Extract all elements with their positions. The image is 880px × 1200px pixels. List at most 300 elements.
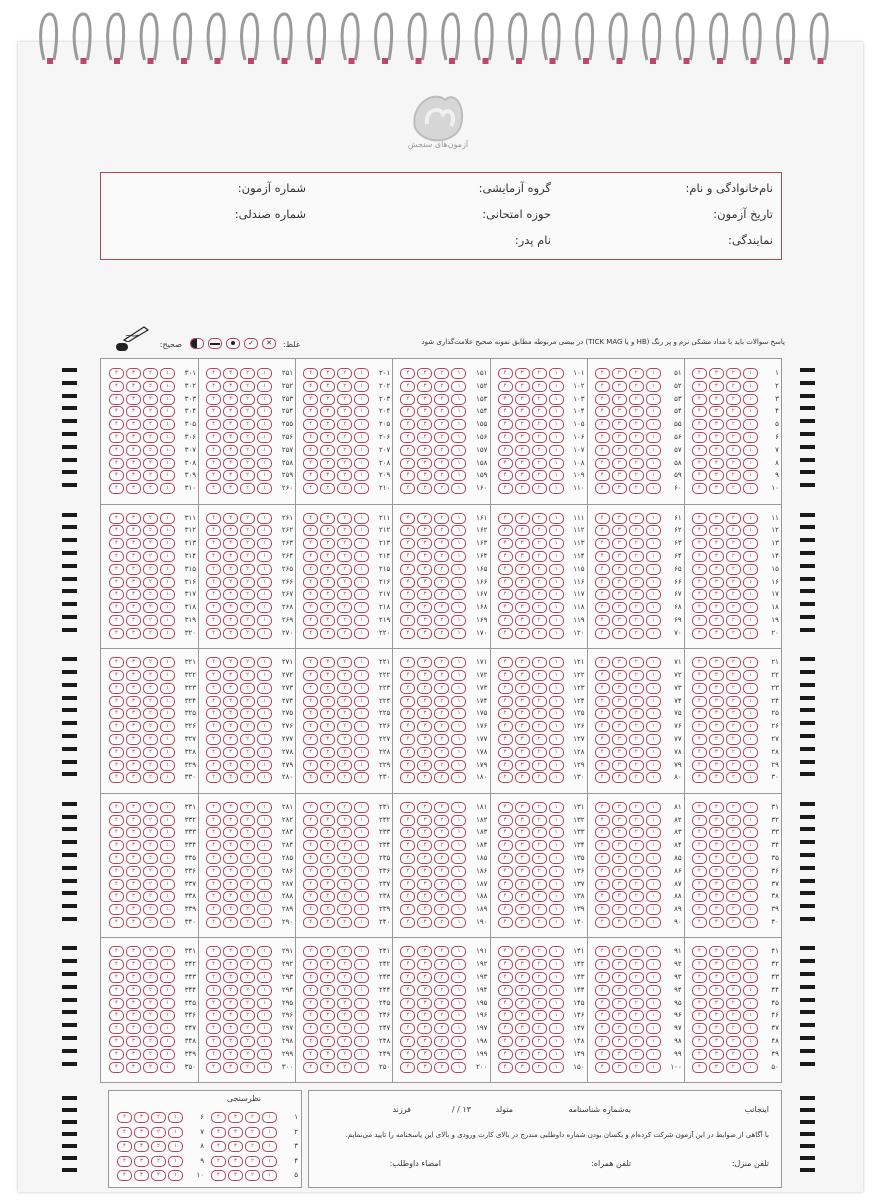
- answer-bubble[interactable]: ۱: [354, 1010, 369, 1021]
- answer-bubble[interactable]: ۲: [434, 419, 449, 430]
- answer-bubble[interactable]: ۲: [726, 917, 741, 928]
- answer-bubble[interactable]: ۳: [709, 802, 724, 813]
- answer-bubble[interactable]: ۴: [595, 904, 610, 915]
- answer-bubble[interactable]: ۲: [143, 840, 158, 851]
- answer-bubble[interactable]: ۱: [257, 696, 272, 707]
- answer-bubble[interactable]: ۲: [240, 419, 255, 430]
- answer-bubble[interactable]: ۲: [726, 760, 741, 771]
- answer-bubble[interactable]: ۱: [646, 445, 661, 456]
- answer-bubble[interactable]: ۳: [126, 564, 141, 575]
- answer-bubble[interactable]: ۴: [206, 628, 221, 639]
- answer-bubble[interactable]: ۱: [743, 394, 758, 405]
- answer-bubble[interactable]: ۲: [240, 483, 255, 494]
- answer-bubble[interactable]: ۲: [434, 394, 449, 405]
- answer-bubble[interactable]: ۳: [126, 1049, 141, 1060]
- answer-bubble[interactable]: ۳: [612, 998, 627, 1009]
- answer-bubble[interactable]: ۱: [451, 696, 466, 707]
- answer-bubble[interactable]: ۲: [143, 853, 158, 864]
- answer-bubble[interactable]: ۱: [160, 394, 175, 405]
- answer-bubble[interactable]: ۲: [337, 1023, 352, 1034]
- answer-bubble[interactable]: ۳: [223, 564, 238, 575]
- answer-bubble[interactable]: ۴: [498, 1010, 513, 1021]
- answer-bubble[interactable]: ۳: [417, 483, 432, 494]
- answer-bubble[interactable]: ۲: [726, 1049, 741, 1060]
- answer-bubble[interactable]: ۲: [629, 1036, 644, 1047]
- answer-bubble[interactable]: ۴: [400, 1049, 415, 1060]
- answer-bubble[interactable]: ۲: [434, 721, 449, 732]
- answer-bubble[interactable]: ۴: [498, 564, 513, 575]
- answer-bubble[interactable]: ۲: [726, 628, 741, 639]
- answer-bubble[interactable]: ۱: [646, 525, 661, 536]
- answer-bubble[interactable]: ۴: [692, 917, 707, 928]
- answer-bubble[interactable]: ۲: [629, 683, 644, 694]
- answer-bubble[interactable]: ۳: [126, 1036, 141, 1047]
- answer-bubble[interactable]: ۳: [223, 1062, 238, 1073]
- exam-number-field[interactable]: شماره آزمون:: [237, 181, 306, 195]
- answer-bubble[interactable]: ۴: [595, 747, 610, 758]
- answer-bubble[interactable]: ۲: [143, 747, 158, 758]
- answer-bubble[interactable]: ۲: [629, 998, 644, 1009]
- answer-bubble[interactable]: ۳: [709, 840, 724, 851]
- answer-bubble[interactable]: ۱: [646, 1023, 661, 1034]
- answer-bubble[interactable]: ۱: [646, 946, 661, 957]
- answer-bubble[interactable]: ۱: [160, 708, 175, 719]
- survey-bubble[interactable]: ۲: [151, 1112, 166, 1123]
- answer-bubble[interactable]: ۲: [337, 615, 352, 626]
- answer-bubble[interactable]: ۱: [549, 959, 564, 970]
- answer-bubble[interactable]: ۱: [257, 959, 272, 970]
- answer-bubble[interactable]: ۴: [595, 406, 610, 417]
- answer-bubble[interactable]: ۳: [320, 840, 335, 851]
- answer-bubble[interactable]: ۱: [743, 683, 758, 694]
- answer-bubble[interactable]: ۲: [629, 458, 644, 469]
- answer-bubble[interactable]: ۱: [646, 840, 661, 851]
- answer-bubble[interactable]: ۴: [595, 657, 610, 668]
- answer-bubble[interactable]: ۴: [692, 815, 707, 826]
- answer-bubble[interactable]: ۴: [109, 483, 124, 494]
- answer-bubble[interactable]: ۳: [417, 577, 432, 588]
- answer-bubble[interactable]: ۴: [595, 1062, 610, 1073]
- answer-bubble[interactable]: ۴: [692, 866, 707, 877]
- answer-bubble[interactable]: ۴: [206, 802, 221, 813]
- answer-bubble[interactable]: ۳: [515, 628, 530, 639]
- answer-bubble[interactable]: ۲: [337, 1036, 352, 1047]
- answer-bubble[interactable]: ۴: [595, 432, 610, 443]
- answer-bubble[interactable]: ۲: [532, 551, 547, 562]
- answer-bubble[interactable]: ۲: [434, 577, 449, 588]
- answer-bubble[interactable]: ۳: [709, 368, 724, 379]
- answer-bubble[interactable]: ۴: [400, 628, 415, 639]
- answer-bubble[interactable]: ۴: [498, 538, 513, 549]
- answer-bubble[interactable]: ۴: [206, 551, 221, 562]
- answer-bubble[interactable]: ۳: [126, 904, 141, 915]
- answer-bubble[interactable]: ۱: [160, 381, 175, 392]
- answer-bubble[interactable]: ۴: [206, 1062, 221, 1073]
- answer-bubble[interactable]: ۲: [629, 815, 644, 826]
- answer-bubble[interactable]: ۱: [451, 760, 466, 771]
- answer-bubble[interactable]: ۴: [692, 1049, 707, 1060]
- answer-bubble[interactable]: ۳: [126, 946, 141, 957]
- answer-bubble[interactable]: ۲: [629, 602, 644, 613]
- answer-bubble[interactable]: ۳: [223, 445, 238, 456]
- answer-bubble[interactable]: ۳: [223, 670, 238, 681]
- answer-bubble[interactable]: ۳: [612, 972, 627, 983]
- answer-bubble[interactable]: ۴: [498, 513, 513, 524]
- answer-bubble[interactable]: ۱: [451, 891, 466, 902]
- answer-bubble[interactable]: ۴: [303, 853, 318, 864]
- answer-bubble[interactable]: ۳: [320, 879, 335, 890]
- answer-bubble[interactable]: ۳: [320, 972, 335, 983]
- answer-bubble[interactable]: ۲: [434, 670, 449, 681]
- answer-bubble[interactable]: ۴: [498, 946, 513, 957]
- answer-bubble[interactable]: ۳: [515, 708, 530, 719]
- answer-bubble[interactable]: ۲: [337, 406, 352, 417]
- answer-bubble[interactable]: ۴: [303, 998, 318, 1009]
- answer-bubble[interactable]: ۲: [240, 853, 255, 864]
- answer-bubble[interactable]: ۴: [595, 840, 610, 851]
- answer-bubble[interactable]: ۴: [595, 551, 610, 562]
- answer-bubble[interactable]: ۳: [709, 1036, 724, 1047]
- answer-bubble[interactable]: ۲: [434, 368, 449, 379]
- answer-bubble[interactable]: ۱: [354, 917, 369, 928]
- answer-bubble[interactable]: ۲: [143, 879, 158, 890]
- answer-bubble[interactable]: ۲: [629, 470, 644, 481]
- answer-bubble[interactable]: ۳: [612, 904, 627, 915]
- answer-bubble[interactable]: ۳: [417, 972, 432, 983]
- answer-bubble[interactable]: ۱: [160, 670, 175, 681]
- answer-bubble[interactable]: ۳: [320, 368, 335, 379]
- answer-bubble[interactable]: ۲: [532, 1049, 547, 1060]
- answer-bubble[interactable]: ۲: [532, 866, 547, 877]
- answer-bubble[interactable]: ۴: [400, 551, 415, 562]
- answer-bubble[interactable]: ۳: [320, 904, 335, 915]
- answer-bubble[interactable]: ۴: [109, 734, 124, 745]
- answer-bubble[interactable]: ۳: [320, 381, 335, 392]
- exam-date-field[interactable]: تاریخ آزمون:: [713, 207, 773, 221]
- answer-bubble[interactable]: ۳: [417, 696, 432, 707]
- answer-bubble[interactable]: ۱: [549, 734, 564, 745]
- answer-bubble[interactable]: ۲: [629, 879, 644, 890]
- answer-bubble[interactable]: ۴: [400, 483, 415, 494]
- answer-bubble[interactable]: ۳: [223, 853, 238, 864]
- survey-bubble[interactable]: ۳: [228, 1141, 243, 1152]
- answer-bubble[interactable]: ۲: [337, 840, 352, 851]
- answer-bubble[interactable]: ۱: [646, 432, 661, 443]
- answer-bubble[interactable]: ۴: [109, 628, 124, 639]
- answer-bubble[interactable]: ۳: [320, 853, 335, 864]
- answer-bubble[interactable]: ۱: [160, 827, 175, 838]
- answer-bubble[interactable]: ۳: [612, 525, 627, 536]
- answer-bubble[interactable]: ۴: [400, 998, 415, 1009]
- answer-bubble[interactable]: ۳: [515, 827, 530, 838]
- answer-bubble[interactable]: ۲: [143, 406, 158, 417]
- answer-bubble[interactable]: ۲: [629, 959, 644, 970]
- answer-bubble[interactable]: ۴: [498, 1062, 513, 1073]
- answer-bubble[interactable]: ۲: [337, 670, 352, 681]
- answer-bubble[interactable]: ۳: [417, 445, 432, 456]
- answer-bubble[interactable]: ۴: [109, 470, 124, 481]
- answer-bubble[interactable]: ۲: [629, 917, 644, 928]
- answer-bubble[interactable]: ۴: [692, 381, 707, 392]
- answer-bubble[interactable]: ۳: [126, 998, 141, 1009]
- answer-bubble[interactable]: ۴: [206, 483, 221, 494]
- answer-bubble[interactable]: ۱: [257, 602, 272, 613]
- answer-bubble[interactable]: ۴: [400, 708, 415, 719]
- answer-bubble[interactable]: ۳: [320, 1049, 335, 1060]
- answer-bubble[interactable]: ۱: [646, 972, 661, 983]
- answer-bubble[interactable]: ۲: [726, 602, 741, 613]
- answer-bubble[interactable]: ۴: [595, 959, 610, 970]
- answer-bubble[interactable]: ۴: [692, 802, 707, 813]
- answer-bubble[interactable]: ۳: [612, 432, 627, 443]
- answer-bubble[interactable]: ۴: [109, 513, 124, 524]
- answer-bubble[interactable]: ۳: [709, 998, 724, 1009]
- answer-bubble[interactable]: ۱: [354, 815, 369, 826]
- answer-bubble[interactable]: ۱: [743, 589, 758, 600]
- answer-bubble[interactable]: ۳: [612, 853, 627, 864]
- answer-bubble[interactable]: ۳: [126, 419, 141, 430]
- answer-bubble[interactable]: ۱: [646, 602, 661, 613]
- answer-bubble[interactable]: ۱: [451, 670, 466, 681]
- answer-bubble[interactable]: ۳: [417, 381, 432, 392]
- answer-bubble[interactable]: ۲: [726, 1036, 741, 1047]
- answer-bubble[interactable]: ۱: [549, 815, 564, 826]
- answer-bubble[interactable]: ۱: [549, 696, 564, 707]
- answer-bubble[interactable]: ۴: [400, 602, 415, 613]
- answer-bubble[interactable]: ۲: [143, 772, 158, 783]
- answer-bubble[interactable]: ۳: [126, 445, 141, 456]
- answer-bubble[interactable]: ۱: [257, 760, 272, 771]
- answer-bubble[interactable]: ۳: [417, 432, 432, 443]
- answer-bubble[interactable]: ۳: [515, 972, 530, 983]
- survey-bubble[interactable]: ۴: [117, 1112, 132, 1123]
- answer-bubble[interactable]: ۱: [257, 513, 272, 524]
- answer-bubble[interactable]: ۱: [743, 538, 758, 549]
- answer-bubble[interactable]: ۲: [143, 589, 158, 600]
- answer-bubble[interactable]: ۳: [126, 708, 141, 719]
- answer-bubble[interactable]: ۳: [223, 959, 238, 970]
- answer-bubble[interactable]: ۱: [451, 381, 466, 392]
- answer-bubble[interactable]: ۴: [400, 1023, 415, 1034]
- answer-bubble[interactable]: ۱: [743, 577, 758, 588]
- answer-bubble[interactable]: ۴: [595, 891, 610, 902]
- answer-bubble[interactable]: ۳: [515, 419, 530, 430]
- answer-bubble[interactable]: ۱: [160, 513, 175, 524]
- answer-bubble[interactable]: ۳: [126, 815, 141, 826]
- answer-bubble[interactable]: ۲: [337, 815, 352, 826]
- answer-bubble[interactable]: ۴: [692, 721, 707, 732]
- answer-bubble[interactable]: ۴: [498, 827, 513, 838]
- answer-bubble[interactable]: ۴: [303, 1049, 318, 1060]
- answer-bubble[interactable]: ۳: [417, 525, 432, 536]
- answer-bubble[interactable]: ۴: [206, 879, 221, 890]
- answer-bubble[interactable]: ۳: [709, 917, 724, 928]
- answer-bubble[interactable]: ۲: [240, 551, 255, 562]
- answer-bubble[interactable]: ۱: [549, 972, 564, 983]
- answer-bubble[interactable]: ۳: [709, 985, 724, 996]
- answer-bubble[interactable]: ۳: [223, 615, 238, 626]
- answer-bubble[interactable]: ۴: [109, 538, 124, 549]
- answer-bubble[interactable]: ۲: [240, 1062, 255, 1073]
- answer-bubble[interactable]: ۴: [595, 525, 610, 536]
- answer-bubble[interactable]: ۱: [451, 657, 466, 668]
- answer-bubble[interactable]: ۴: [692, 368, 707, 379]
- answer-bubble[interactable]: ۳: [417, 815, 432, 826]
- answer-bubble[interactable]: ۲: [434, 628, 449, 639]
- answer-bubble[interactable]: ۲: [337, 879, 352, 890]
- answer-bubble[interactable]: ۴: [498, 985, 513, 996]
- answer-bubble[interactable]: ۱: [354, 696, 369, 707]
- answer-bubble[interactable]: ۱: [549, 657, 564, 668]
- answer-bubble[interactable]: ۱: [451, 866, 466, 877]
- answer-bubble[interactable]: ۴: [595, 368, 610, 379]
- answer-bubble[interactable]: ۲: [532, 458, 547, 469]
- answer-bubble[interactable]: ۳: [223, 721, 238, 732]
- answer-bubble[interactable]: ۴: [400, 815, 415, 826]
- answer-bubble[interactable]: ۲: [434, 470, 449, 481]
- answer-bubble[interactable]: ۴: [206, 985, 221, 996]
- answer-bubble[interactable]: ۳: [612, 1036, 627, 1047]
- answer-bubble[interactable]: ۴: [206, 840, 221, 851]
- answer-bubble[interactable]: ۳: [417, 602, 432, 613]
- answer-bubble[interactable]: ۴: [595, 696, 610, 707]
- answer-bubble[interactable]: ۳: [515, 747, 530, 758]
- answer-bubble[interactable]: ۳: [223, 602, 238, 613]
- answer-bubble[interactable]: ۳: [709, 972, 724, 983]
- answer-bubble[interactable]: ۳: [417, 513, 432, 524]
- answer-bubble[interactable]: ۲: [532, 432, 547, 443]
- answer-bubble[interactable]: ۱: [257, 998, 272, 1009]
- answer-bubble[interactable]: ۱: [549, 1023, 564, 1034]
- answer-bubble[interactable]: ۳: [612, 802, 627, 813]
- answer-bubble[interactable]: ۱: [257, 866, 272, 877]
- answer-bubble[interactable]: ۳: [320, 445, 335, 456]
- answer-bubble[interactable]: ۳: [320, 985, 335, 996]
- answer-bubble[interactable]: ۴: [109, 419, 124, 430]
- answer-bubble[interactable]: ۱: [257, 721, 272, 732]
- answer-bubble[interactable]: ۳: [320, 772, 335, 783]
- answer-bubble[interactable]: ۳: [320, 815, 335, 826]
- answer-bubble[interactable]: ۱: [160, 538, 175, 549]
- answer-bubble[interactable]: ۳: [223, 577, 238, 588]
- answer-bubble[interactable]: ۱: [743, 1023, 758, 1034]
- answer-bubble[interactable]: ۳: [126, 772, 141, 783]
- answer-bubble[interactable]: ۱: [257, 1036, 272, 1047]
- answer-bubble[interactable]: ۲: [434, 1036, 449, 1047]
- answer-bubble[interactable]: ۲: [434, 602, 449, 613]
- answer-bubble[interactable]: ۱: [257, 628, 272, 639]
- answer-bubble[interactable]: ۲: [143, 760, 158, 771]
- full-name-field[interactable]: نام‌خانوادگی و نام:: [685, 181, 773, 195]
- answer-bubble[interactable]: ۲: [532, 368, 547, 379]
- answer-bubble[interactable]: ۱: [160, 1062, 175, 1073]
- answer-bubble[interactable]: ۱: [549, 538, 564, 549]
- answer-bubble[interactable]: ۲: [337, 564, 352, 575]
- answer-bubble[interactable]: ۴: [206, 525, 221, 536]
- answer-bubble[interactable]: ۱: [549, 853, 564, 864]
- answer-bubble[interactable]: ۳: [320, 589, 335, 600]
- answer-bubble[interactable]: ۴: [303, 483, 318, 494]
- phone-home-field[interactable]: تلفن منزل:: [731, 1159, 769, 1168]
- answer-bubble[interactable]: ۳: [612, 551, 627, 562]
- answer-bubble[interactable]: ۳: [612, 840, 627, 851]
- answer-bubble[interactable]: ۲: [726, 959, 741, 970]
- answer-bubble[interactable]: ۳: [320, 406, 335, 417]
- answer-bubble[interactable]: ۳: [417, 840, 432, 851]
- answer-bubble[interactable]: ۲: [726, 721, 741, 732]
- answer-bubble[interactable]: ۲: [240, 513, 255, 524]
- answer-bubble[interactable]: ۳: [320, 628, 335, 639]
- answer-bubble[interactable]: ۴: [303, 683, 318, 694]
- answer-bubble[interactable]: ۱: [257, 538, 272, 549]
- answer-bubble[interactable]: ۳: [320, 458, 335, 469]
- answer-bubble[interactable]: ۱: [451, 772, 466, 783]
- answer-bubble[interactable]: ۲: [337, 483, 352, 494]
- answer-bubble[interactable]: ۱: [354, 368, 369, 379]
- answer-bubble[interactable]: ۱: [743, 879, 758, 890]
- answer-bubble[interactable]: ۲: [726, 458, 741, 469]
- answer-bubble[interactable]: ۴: [206, 1049, 221, 1060]
- answer-bubble[interactable]: ۱: [354, 734, 369, 745]
- answer-bubble[interactable]: ۱: [354, 904, 369, 915]
- answer-bubble[interactable]: ۲: [726, 381, 741, 392]
- answer-bubble[interactable]: ۳: [515, 1010, 530, 1021]
- answer-bubble[interactable]: ۳: [320, 483, 335, 494]
- answer-bubble[interactable]: ۱: [354, 998, 369, 1009]
- answer-bubble[interactable]: ۱: [646, 1010, 661, 1021]
- answer-bubble[interactable]: ۲: [532, 917, 547, 928]
- answer-bubble[interactable]: ۴: [303, 525, 318, 536]
- answer-bubble[interactable]: ۳: [515, 879, 530, 890]
- answer-bubble[interactable]: ۴: [595, 853, 610, 864]
- answer-bubble[interactable]: ۱: [646, 904, 661, 915]
- answer-bubble[interactable]: ۱: [354, 483, 369, 494]
- answer-bubble[interactable]: ۱: [354, 1036, 369, 1047]
- answer-bubble[interactable]: ۱: [257, 734, 272, 745]
- answer-bubble[interactable]: ۱: [549, 708, 564, 719]
- answer-bubble[interactable]: ۲: [337, 959, 352, 970]
- answer-bubble[interactable]: ۲: [143, 577, 158, 588]
- answer-bubble[interactable]: ۱: [646, 998, 661, 1009]
- answer-bubble[interactable]: ۲: [337, 538, 352, 549]
- answer-bubble[interactable]: ۲: [726, 708, 741, 719]
- answer-bubble[interactable]: ۲: [532, 670, 547, 681]
- answer-bubble[interactable]: ۱: [160, 998, 175, 1009]
- answer-bubble[interactable]: ۲: [629, 1062, 644, 1073]
- answer-bubble[interactable]: ۱: [257, 985, 272, 996]
- answer-bubble[interactable]: ۳: [709, 432, 724, 443]
- answer-bubble[interactable]: ۳: [126, 1023, 141, 1034]
- answer-bubble[interactable]: ۱: [451, 538, 466, 549]
- answer-bubble[interactable]: ۳: [223, 1049, 238, 1060]
- answer-bubble[interactable]: ۲: [143, 513, 158, 524]
- answer-bubble[interactable]: ۲: [532, 577, 547, 588]
- answer-bubble[interactable]: ۱: [743, 445, 758, 456]
- answer-bubble[interactable]: ۳: [417, 564, 432, 575]
- answer-bubble[interactable]: ۱: [451, 840, 466, 851]
- answer-bubble[interactable]: ۴: [206, 866, 221, 877]
- answer-bubble[interactable]: ۴: [498, 840, 513, 851]
- answer-bubble[interactable]: ۴: [109, 708, 124, 719]
- answer-bubble[interactable]: ۴: [498, 1036, 513, 1047]
- answer-bubble[interactable]: ۳: [126, 985, 141, 996]
- answer-bubble[interactable]: ۱: [451, 985, 466, 996]
- answer-bubble[interactable]: ۱: [451, 1010, 466, 1021]
- answer-bubble[interactable]: ۴: [109, 959, 124, 970]
- answer-bubble[interactable]: ۱: [549, 419, 564, 430]
- answer-bubble[interactable]: ۳: [126, 747, 141, 758]
- answer-bubble[interactable]: ۲: [726, 772, 741, 783]
